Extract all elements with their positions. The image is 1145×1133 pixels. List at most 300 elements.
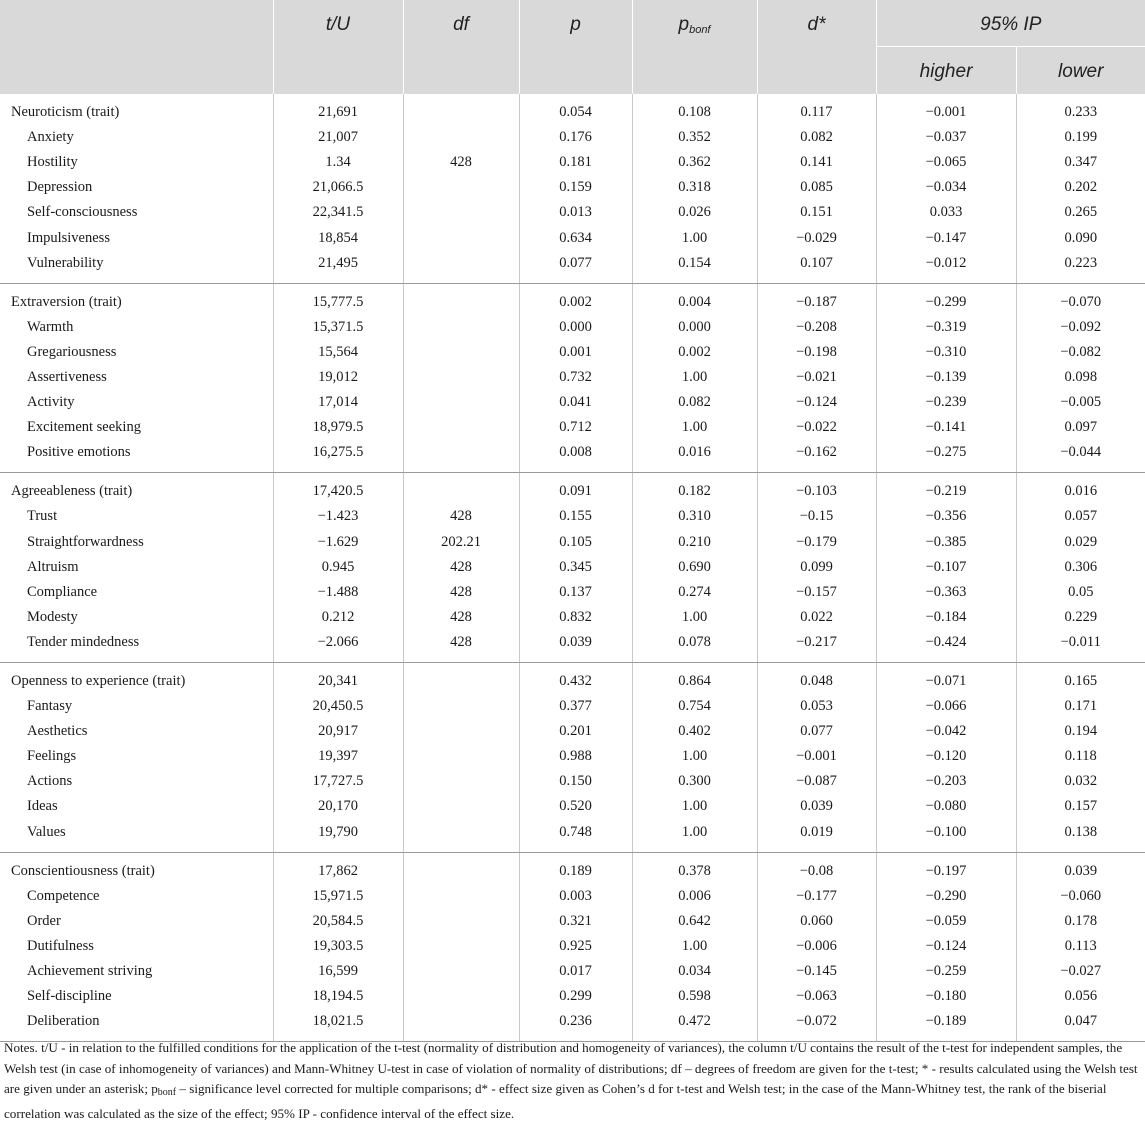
- cell-d: −0.021: [757, 365, 876, 390]
- cell-tu: −1.488: [273, 580, 403, 605]
- cell-tu: 19,397: [273, 744, 403, 769]
- cell-higher: −0.141: [876, 415, 1016, 440]
- cell-df: 202.21: [403, 530, 519, 555]
- cell-pbonf: 0.472: [632, 1009, 757, 1042]
- cell-pbonf: 0.034: [632, 959, 757, 984]
- cell-higher: −0.184: [876, 605, 1016, 630]
- table-row: [0, 884, 1145, 909]
- table-body: [0, 852, 1145, 1042]
- cell-lower: 0.113: [1064, 937, 1097, 954]
- header-ip: 95% IP: [876, 0, 1145, 46]
- cell-p: 0.345: [519, 555, 632, 580]
- cell-pbonf: 0.026: [632, 200, 757, 225]
- cell-d: 0.151: [757, 200, 876, 225]
- cell-p: 0.077: [519, 251, 632, 284]
- cell-lower: 0.171: [1064, 698, 1098, 715]
- cell-lower: 0.202: [1064, 179, 1098, 196]
- cell-pbonf: 0.300: [632, 769, 757, 794]
- cell-pbonf: 0.274: [632, 580, 757, 605]
- cell-d: −0.177: [757, 884, 876, 909]
- cell-higher: −0.189: [876, 1009, 1016, 1042]
- cell-d: −0.157: [757, 580, 876, 605]
- table-row: [0, 504, 1145, 529]
- cell-higher: −0.219: [876, 473, 1016, 505]
- facet-label: Straightforwardness: [0, 530, 273, 555]
- cell-higher: −0.059: [876, 909, 1016, 934]
- cell-df: [403, 934, 519, 959]
- cell-tu: 19,303.5: [273, 934, 403, 959]
- cell-d: −0.006: [757, 934, 876, 959]
- cell-tu: 19,012: [273, 365, 403, 390]
- cell-higher: −0.107: [876, 555, 1016, 580]
- cell-pbonf: 1.00: [632, 415, 757, 440]
- cell-df: [403, 820, 519, 853]
- cell-pbonf: 0.598: [632, 984, 757, 1009]
- cell-p: 0.003: [519, 884, 632, 909]
- facet-label: Order: [0, 909, 273, 934]
- cell-pbonf: 0.642: [632, 909, 757, 934]
- table-row: [0, 365, 1145, 390]
- cell-lower: 0.029: [1064, 533, 1098, 550]
- cell-tu: 18,979.5: [273, 415, 403, 440]
- cell-lower: 0.097: [1064, 419, 1098, 436]
- cell-df: [403, 225, 519, 250]
- cell-d: 0.099: [757, 555, 876, 580]
- cell-tu: 15,564: [273, 340, 403, 365]
- cell-p: 0.013: [519, 200, 632, 225]
- cell-d: −0.029: [757, 225, 876, 250]
- cell-pbonf: 0.154: [632, 251, 757, 284]
- cell-tu: 20,917: [273, 719, 403, 744]
- cell-lower: −0.005: [1060, 394, 1102, 411]
- table-row: [0, 605, 1145, 630]
- cell-p: 0.105: [519, 530, 632, 555]
- cell-pbonf: 0.378: [632, 852, 757, 884]
- header-lower: lower: [1016, 46, 1145, 94]
- facet-label: Fantasy: [0, 694, 273, 719]
- table-row: [0, 580, 1145, 605]
- cell-tu: 16,275.5: [273, 440, 403, 473]
- cell-df: [403, 125, 519, 150]
- facet-label: Impulsiveness: [0, 225, 273, 250]
- cell-tu: −2.066: [273, 630, 403, 663]
- cell-df: [403, 94, 519, 125]
- cell-higher: −0.319: [876, 315, 1016, 340]
- cell-higher: 0.033: [876, 200, 1016, 225]
- cell-lower: 0.347: [1064, 154, 1098, 171]
- facet-label: Compliance: [0, 580, 273, 605]
- table-row: [0, 719, 1145, 744]
- cell-d: −0.124: [757, 390, 876, 415]
- cell-lower: 0.039: [1064, 862, 1098, 879]
- cell-pbonf: 0.078: [632, 630, 757, 663]
- cell-lower: 0.057: [1064, 508, 1098, 525]
- table-notes: [0, 1038, 1141, 1124]
- cell-higher: −0.066: [876, 694, 1016, 719]
- cell-tu: 21,691: [273, 94, 403, 125]
- cell-pbonf: 0.108: [632, 94, 757, 125]
- cell-lower: 0.098: [1064, 368, 1098, 385]
- cell-d: 0.048: [757, 662, 876, 694]
- cell-p: 0.988: [519, 744, 632, 769]
- cell-pbonf: 0.002: [632, 340, 757, 365]
- cell-d: 0.022: [757, 605, 876, 630]
- cell-df: 428: [403, 580, 519, 605]
- table-row: [0, 315, 1145, 340]
- cell-d: 0.053: [757, 694, 876, 719]
- table-row: [0, 744, 1145, 769]
- cell-pbonf: 0.754: [632, 694, 757, 719]
- cell-higher: −0.080: [876, 794, 1016, 819]
- cell-lower: 0.016: [1064, 483, 1098, 500]
- cell-d: −0.087: [757, 769, 876, 794]
- notes-subscript: bonf: [157, 1087, 177, 1098]
- table-row: [0, 175, 1145, 200]
- cell-df: [403, 283, 519, 315]
- cell-tu: 17,862: [273, 852, 403, 884]
- cell-df: 428: [403, 630, 519, 663]
- cell-higher: −0.001: [876, 94, 1016, 125]
- cell-lower: −0.011: [1016, 630, 1145, 663]
- table-row: [0, 225, 1145, 250]
- cell-p: 0.039: [519, 630, 632, 663]
- cell-pbonf: 1.00: [632, 365, 757, 390]
- facet-label: Assertiveness: [0, 365, 273, 390]
- cell-lower: 0.165: [1064, 673, 1098, 690]
- table-row: [0, 662, 1145, 694]
- cell-tu: 21,495: [273, 251, 403, 284]
- header-higher: higher: [876, 46, 1016, 94]
- cell-tu: 15,777.5: [273, 283, 403, 315]
- cell-df: [403, 440, 519, 473]
- cell-higher: −0.147: [876, 225, 1016, 250]
- cell-d: −0.072: [757, 1009, 876, 1042]
- cell-tu: 17,014: [273, 390, 403, 415]
- cell-tu: 20,450.5: [273, 694, 403, 719]
- facet-label: Altruism: [0, 555, 273, 580]
- cell-p: 0.054: [519, 94, 632, 125]
- cell-d: −0.162: [757, 440, 876, 473]
- cell-p: 0.150: [519, 769, 632, 794]
- cell-pbonf: 0.006: [632, 884, 757, 909]
- cell-p: 0.001: [519, 340, 632, 365]
- cell-pbonf: 0.310: [632, 504, 757, 529]
- cell-lower: 0.056: [1064, 988, 1098, 1005]
- cell-tu: 18,854: [273, 225, 403, 250]
- cell-p: 0.002: [519, 283, 632, 315]
- cell-tu: 22,341.5: [273, 200, 403, 225]
- cell-higher: −0.290: [876, 884, 1016, 909]
- table-row: [0, 794, 1145, 819]
- facet-label: Deliberation: [0, 1009, 273, 1042]
- table-row: [0, 852, 1145, 884]
- cell-higher: −0.139: [876, 365, 1016, 390]
- cell-pbonf: 1.00: [632, 225, 757, 250]
- facet-label: Feelings: [0, 744, 273, 769]
- cell-lower: −0.044: [1016, 440, 1145, 473]
- cell-pbonf: 0.082: [632, 390, 757, 415]
- facet-label: Dutifulness: [0, 934, 273, 959]
- facet-label: Achievement striving: [0, 959, 273, 984]
- cell-p: 0.017: [519, 959, 632, 984]
- cell-pbonf: 1.00: [632, 794, 757, 819]
- cell-p: 0.137: [519, 580, 632, 605]
- cell-higher: −0.424: [876, 630, 1016, 663]
- cell-df: [403, 473, 519, 505]
- cell-p: 0.176: [519, 125, 632, 150]
- cell-tu: 17,420.5: [273, 473, 403, 505]
- cell-df: [403, 769, 519, 794]
- trait-label: Extraversion (trait): [0, 283, 273, 315]
- cell-df: [403, 794, 519, 819]
- cell-lower: −0.092: [1060, 318, 1102, 335]
- cell-pbonf: 0.864: [632, 662, 757, 694]
- cell-lower: 0.157: [1064, 798, 1098, 815]
- facet-label: Competence: [0, 884, 273, 909]
- facet-label: Activity: [0, 390, 273, 415]
- cell-higher: −0.100: [876, 820, 1016, 853]
- cell-pbonf: 1.00: [632, 820, 757, 853]
- cell-p: 0.712: [519, 415, 632, 440]
- cell-df: [403, 744, 519, 769]
- cell-df: [403, 200, 519, 225]
- cell-tu: 16,599: [273, 959, 403, 984]
- table-body: [0, 662, 1145, 852]
- table-body: [0, 473, 1145, 663]
- cell-higher: −0.259: [876, 959, 1016, 984]
- notes-part2: – significance level corrected for multiple comparisons; d* - effect size given as Cohen’s d for t-test and Welsh test; in the case of the Mann-Whitney test, the rank of the biserial correlation was calculated as the size of the effect; 95% IP - confidence interval of the effect size.: [4, 1081, 1107, 1121]
- cell-p: 0.925: [519, 934, 632, 959]
- cell-higher: −0.042: [876, 719, 1016, 744]
- cell-p: 0.432: [519, 662, 632, 694]
- cell-higher: −0.065: [876, 150, 1016, 175]
- cell-lower: 0.223: [1016, 251, 1145, 284]
- header-pbonf-sub: bonf: [689, 24, 711, 36]
- cell-df: [403, 984, 519, 1009]
- cell-d: 0.085: [757, 175, 876, 200]
- cell-d: −0.179: [757, 530, 876, 555]
- facet-label: Self-discipline: [0, 984, 273, 1009]
- cell-pbonf: 0.182: [632, 473, 757, 505]
- cell-tu: 0.212: [273, 605, 403, 630]
- table-row: [0, 959, 1145, 984]
- cell-higher: −0.363: [876, 580, 1016, 605]
- cell-higher: −0.310: [876, 340, 1016, 365]
- cell-df: 428: [403, 605, 519, 630]
- cell-lower: 0.199: [1064, 129, 1098, 146]
- facet-label: Tender mindedness: [0, 630, 273, 663]
- table-row: [0, 200, 1145, 225]
- cell-higher: −0.356: [876, 504, 1016, 529]
- cell-p: 0.832: [519, 605, 632, 630]
- facet-label: Gregariousness: [0, 340, 273, 365]
- facet-label: Warmth: [0, 315, 273, 340]
- cell-tu: 1.34: [273, 150, 403, 175]
- table-row: [0, 820, 1145, 853]
- table-row: [0, 1009, 1145, 1042]
- cell-lower: 0.032: [1064, 773, 1098, 790]
- notes-part1: Notes. t/U - in relation to the fulfilled conditions for the application of the t-test (normality of distribution and homogeneity of variances), the column t/U contains the result of the t-test for independent samples, the Welsh test (in case of inhomogeneity of variances) and Mann-Whitney U-test in case of violation of normality of distributions; df – degrees of freedom are given for the t-test; * - results calculated using the Welsh test are given under an asterisk; p: [4, 1040, 1138, 1096]
- cell-pbonf: 0.352: [632, 125, 757, 150]
- cell-tu: 17,727.5: [273, 769, 403, 794]
- facet-label: Anxiety: [0, 125, 273, 150]
- cell-pbonf: 0.210: [632, 530, 757, 555]
- cell-d: 0.060: [757, 909, 876, 934]
- cell-df: [403, 175, 519, 200]
- cell-df: 428: [403, 150, 519, 175]
- cell-lower: 0.229: [1064, 608, 1098, 625]
- cell-tu: 21,007: [273, 125, 403, 150]
- cell-df: [403, 315, 519, 340]
- cell-df: [403, 959, 519, 984]
- cell-d: −0.187: [757, 283, 876, 315]
- table-row: [0, 251, 1145, 284]
- cell-higher: −0.037: [876, 125, 1016, 150]
- cell-d: −0.022: [757, 415, 876, 440]
- cell-d: 0.082: [757, 125, 876, 150]
- facet-label: Trust: [0, 504, 273, 529]
- header-tu: t/U: [273, 0, 403, 94]
- cell-d: −0.063: [757, 984, 876, 1009]
- cell-d: 0.117: [757, 94, 876, 125]
- cell-higher: −0.385: [876, 530, 1016, 555]
- cell-higher: −0.034: [876, 175, 1016, 200]
- table-row: [0, 340, 1145, 365]
- cell-higher: −0.275: [876, 440, 1016, 473]
- facet-label: Hostility: [0, 150, 273, 175]
- facet-label: Values: [0, 820, 273, 853]
- table-row: [0, 94, 1145, 125]
- cell-higher: −0.197: [876, 852, 1016, 884]
- cell-lower: 0.194: [1064, 723, 1098, 740]
- cell-tu: −1.629: [273, 530, 403, 555]
- cell-p: 0.377: [519, 694, 632, 719]
- cell-p: 0.520: [519, 794, 632, 819]
- cell-pbonf: 1.00: [632, 605, 757, 630]
- table-row: [0, 125, 1145, 150]
- table-row: [0, 630, 1145, 663]
- table-row: [0, 530, 1145, 555]
- table-row: [0, 390, 1145, 415]
- header-df: df: [403, 0, 519, 94]
- cell-p: 0.189: [519, 852, 632, 884]
- cell-lower: −0.070: [1060, 293, 1102, 310]
- cell-higher: −0.299: [876, 283, 1016, 315]
- table-row: [0, 440, 1145, 473]
- cell-p: 0.091: [519, 473, 632, 505]
- cell-lower: 0.138: [1016, 820, 1145, 853]
- cell-p: 0.236: [519, 1009, 632, 1042]
- cell-higher: −0.120: [876, 744, 1016, 769]
- cell-tu: −1.423: [273, 504, 403, 529]
- cell-df: [403, 662, 519, 694]
- facet-label: Depression: [0, 175, 273, 200]
- cell-df: [403, 884, 519, 909]
- cell-tu: 20,170: [273, 794, 403, 819]
- facet-label: Self-consciousness: [0, 200, 273, 225]
- table-row: [0, 909, 1145, 934]
- table-row: [0, 694, 1145, 719]
- cell-df: [403, 415, 519, 440]
- cell-d: 0.141: [757, 150, 876, 175]
- cell-higher: −0.124: [876, 934, 1016, 959]
- cell-pbonf: 1.00: [632, 744, 757, 769]
- table-row: [0, 150, 1145, 175]
- cell-df: [403, 340, 519, 365]
- cell-pbonf: 1.00: [632, 934, 757, 959]
- table-body: [0, 283, 1145, 473]
- table-row: [0, 555, 1145, 580]
- cell-df: 428: [403, 555, 519, 580]
- cell-tu: 20,341: [273, 662, 403, 694]
- cell-df: [403, 852, 519, 884]
- cell-d: −0.198: [757, 340, 876, 365]
- cell-df: [403, 719, 519, 744]
- cell-df: [403, 365, 519, 390]
- cell-pbonf: 0.690: [632, 555, 757, 580]
- table-header: [0, 0, 1145, 94]
- trait-label: Neuroticism (trait): [0, 94, 273, 125]
- cell-lower: 0.233: [1064, 104, 1098, 121]
- header-pbonf: [632, 0, 757, 94]
- cell-tu: 19,790: [273, 820, 403, 853]
- table-row: [0, 934, 1145, 959]
- cell-p: 0.155: [519, 504, 632, 529]
- cell-lower: 0.047: [1016, 1009, 1145, 1042]
- cell-pbonf: 0.318: [632, 175, 757, 200]
- facet-label: Vulnerability: [0, 251, 273, 284]
- header-d: d*: [757, 0, 876, 94]
- facet-label: Ideas: [0, 794, 273, 819]
- cell-tu: 18,194.5: [273, 984, 403, 1009]
- cell-d: −0.001: [757, 744, 876, 769]
- cell-higher: −0.203: [876, 769, 1016, 794]
- cell-p: 0.321: [519, 909, 632, 934]
- cell-lower: 0.306: [1064, 558, 1098, 575]
- facet-label: Aesthetics: [0, 719, 273, 744]
- cell-higher: −0.071: [876, 662, 1016, 694]
- cell-pbonf: 0.362: [632, 150, 757, 175]
- cell-df: [403, 909, 519, 934]
- cell-higher: −0.239: [876, 390, 1016, 415]
- cell-d: −0.208: [757, 315, 876, 340]
- cell-p: 0.008: [519, 440, 632, 473]
- cell-higher: −0.180: [876, 984, 1016, 1009]
- cell-p: 0.634: [519, 225, 632, 250]
- cell-lower: 0.05: [1068, 583, 1094, 600]
- cell-p: 0.299: [519, 984, 632, 1009]
- table-row: [0, 473, 1145, 505]
- cell-lower: −0.082: [1060, 343, 1102, 360]
- cell-pbonf: 0.016: [632, 440, 757, 473]
- cell-tu: 15,971.5: [273, 884, 403, 909]
- cell-tu: 21,066.5: [273, 175, 403, 200]
- cell-lower: 0.090: [1064, 229, 1098, 246]
- cell-p: 0.732: [519, 365, 632, 390]
- cell-p: 0.748: [519, 820, 632, 853]
- table-row: [0, 415, 1145, 440]
- trait-label: Conscientiousness (trait): [0, 852, 273, 884]
- facet-label: Actions: [0, 769, 273, 794]
- cell-d: −0.145: [757, 959, 876, 984]
- table-row: [0, 769, 1145, 794]
- facet-label: Excitement seeking: [0, 415, 273, 440]
- header-p: p: [519, 0, 632, 94]
- cell-higher: −0.012: [876, 251, 1016, 284]
- table-body: [0, 94, 1145, 283]
- cell-d: −0.217: [757, 630, 876, 663]
- cell-p: 0.201: [519, 719, 632, 744]
